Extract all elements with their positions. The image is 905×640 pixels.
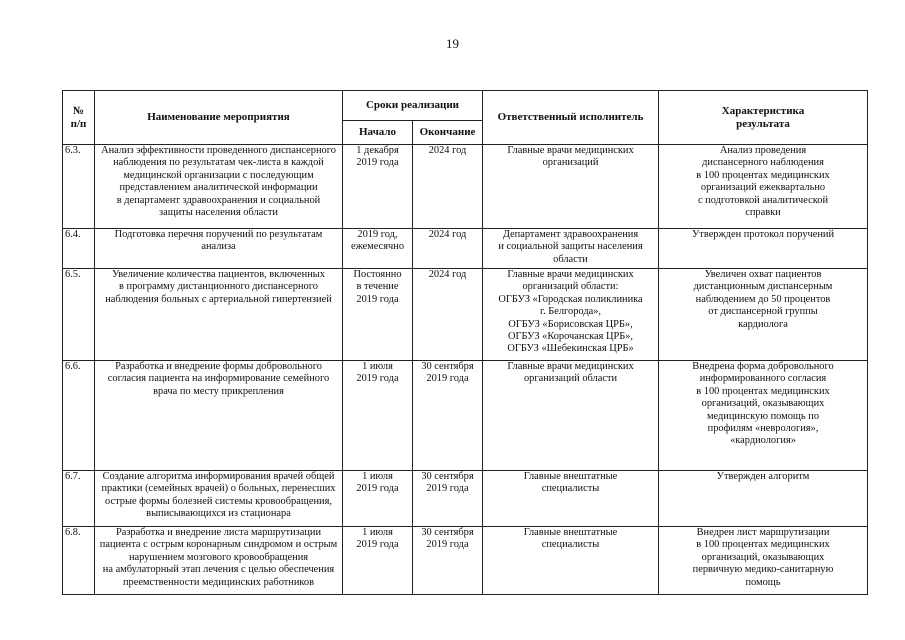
end-date: 30 сентября 2019 года	[413, 471, 483, 527]
start-date: 1 июля 2019 года	[343, 361, 413, 471]
activity-name: Создание алгоритма информирования врачей общей практики (семейных врачей) о больных, перенесших острые формы болезней системы кровообращения, выписывающихся из стационара	[95, 471, 343, 527]
activity-name: Увеличение количества пациентов, включенных в программу дистанционного диспансерного наблюдения больных с артериальной гипертензией	[95, 269, 343, 361]
table-row	[63, 269, 868, 361]
expected-result: Утвержден протокол поручений	[659, 229, 868, 269]
end-date: 2024 год	[413, 145, 483, 229]
table-row	[63, 471, 868, 527]
start-date: 2019 год, ежемесячно	[343, 229, 413, 269]
table-row	[63, 145, 868, 229]
row-number: 6.7.	[63, 471, 95, 527]
row-number: 6.3.	[63, 145, 95, 229]
row-number: 6.6.	[63, 361, 95, 471]
header-num: № п/п	[63, 91, 95, 145]
header-result: Характеристика результата	[659, 91, 868, 145]
responsible-executor: Главные внештатные специалисты	[483, 471, 659, 527]
activity-name: Разработка и внедрение листа маршрутизации пациента с острым коронарным синдромом и острым нарушением мозгового кровообращения на амбулаторный этап лечения с целью обеспечения преемственности медицинских работников	[95, 527, 343, 595]
start-date: 1 июля 2019 года	[343, 527, 413, 595]
page-number: 19	[446, 36, 459, 51]
start-date: Постоянно в течение 2019 года	[343, 269, 413, 361]
expected-result: Внедрена форма добровольного информированного согласия в 100 процентах медицинских организаций, оказывающих медицинскую помощь по профилям «неврология», «кардиология»	[659, 361, 868, 471]
header-period: Сроки реализации	[343, 91, 483, 121]
end-date: 2024 год	[413, 269, 483, 361]
responsible-executor: Главные врачи медицинских организаций области	[483, 361, 659, 471]
expected-result: Внедрен лист маршрутизации в 100 процентах медицинских организаций, оказывающих первичную медико-санитарную помощь	[659, 527, 868, 595]
responsible-executor: Главные врачи медицинских организаций	[483, 145, 659, 229]
activity-name: Подготовка перечня поручений по результатам анализа	[95, 229, 343, 269]
end-date: 2024 год	[413, 229, 483, 269]
responsible-executor: Главные врачи медицинских организаций области: ОГБУЗ «Городская поликлиника г. Белгорода», ОГБУЗ «Борисовская ЦРБ», ОГБУЗ «Корочанская ЦРБ», ОГБУЗ «Шебекинская ЦРБ»	[483, 269, 659, 361]
expected-result: Утвержден алгоритм	[659, 471, 868, 527]
start-date: 1 декабря 2019 года	[343, 145, 413, 229]
activity-name: Анализ эффективности проведенного диспансерного наблюдения по результатам чек-листа в каждой медицинской организации с последующим представлением аналитической информации в департамент здравоохранения и социальной защиты населения области	[95, 145, 343, 229]
table-row	[63, 361, 868, 471]
table-row	[63, 229, 868, 269]
header-name: Наименование мероприятия	[95, 91, 343, 145]
row-number: 6.8.	[63, 527, 95, 595]
responsible-executor: Главные внештатные специалисты	[483, 527, 659, 595]
end-date: 30 сентября 2019 года	[413, 361, 483, 471]
header-executor: Ответственный исполнитель	[483, 91, 659, 145]
table-row	[63, 527, 868, 595]
end-date: 30 сентября 2019 года	[413, 527, 483, 595]
activities-table	[62, 90, 868, 595]
responsible-executor: Департамент здравоохранения и социальной защиты населения области	[483, 229, 659, 269]
expected-result: Увеличен охват пациентов дистанционным диспансерным наблюдением до 50 процентов от диспансерной группы кардиолога	[659, 269, 868, 361]
activity-name: Разработка и внедрение формы добровольного согласия пациента на информирование семейного врача по месту прикрепления	[95, 361, 343, 471]
start-date: 1 июля 2019 года	[343, 471, 413, 527]
row-number: 6.5.	[63, 269, 95, 361]
header-start: Начало	[343, 121, 413, 145]
header-end: Окончание	[413, 121, 483, 145]
row-number: 6.4.	[63, 229, 95, 269]
expected-result: Анализ проведения диспансерного наблюдения в 100 процентах медицинских организаций ежеквартально с подготовкой аналитической справки	[659, 145, 868, 229]
